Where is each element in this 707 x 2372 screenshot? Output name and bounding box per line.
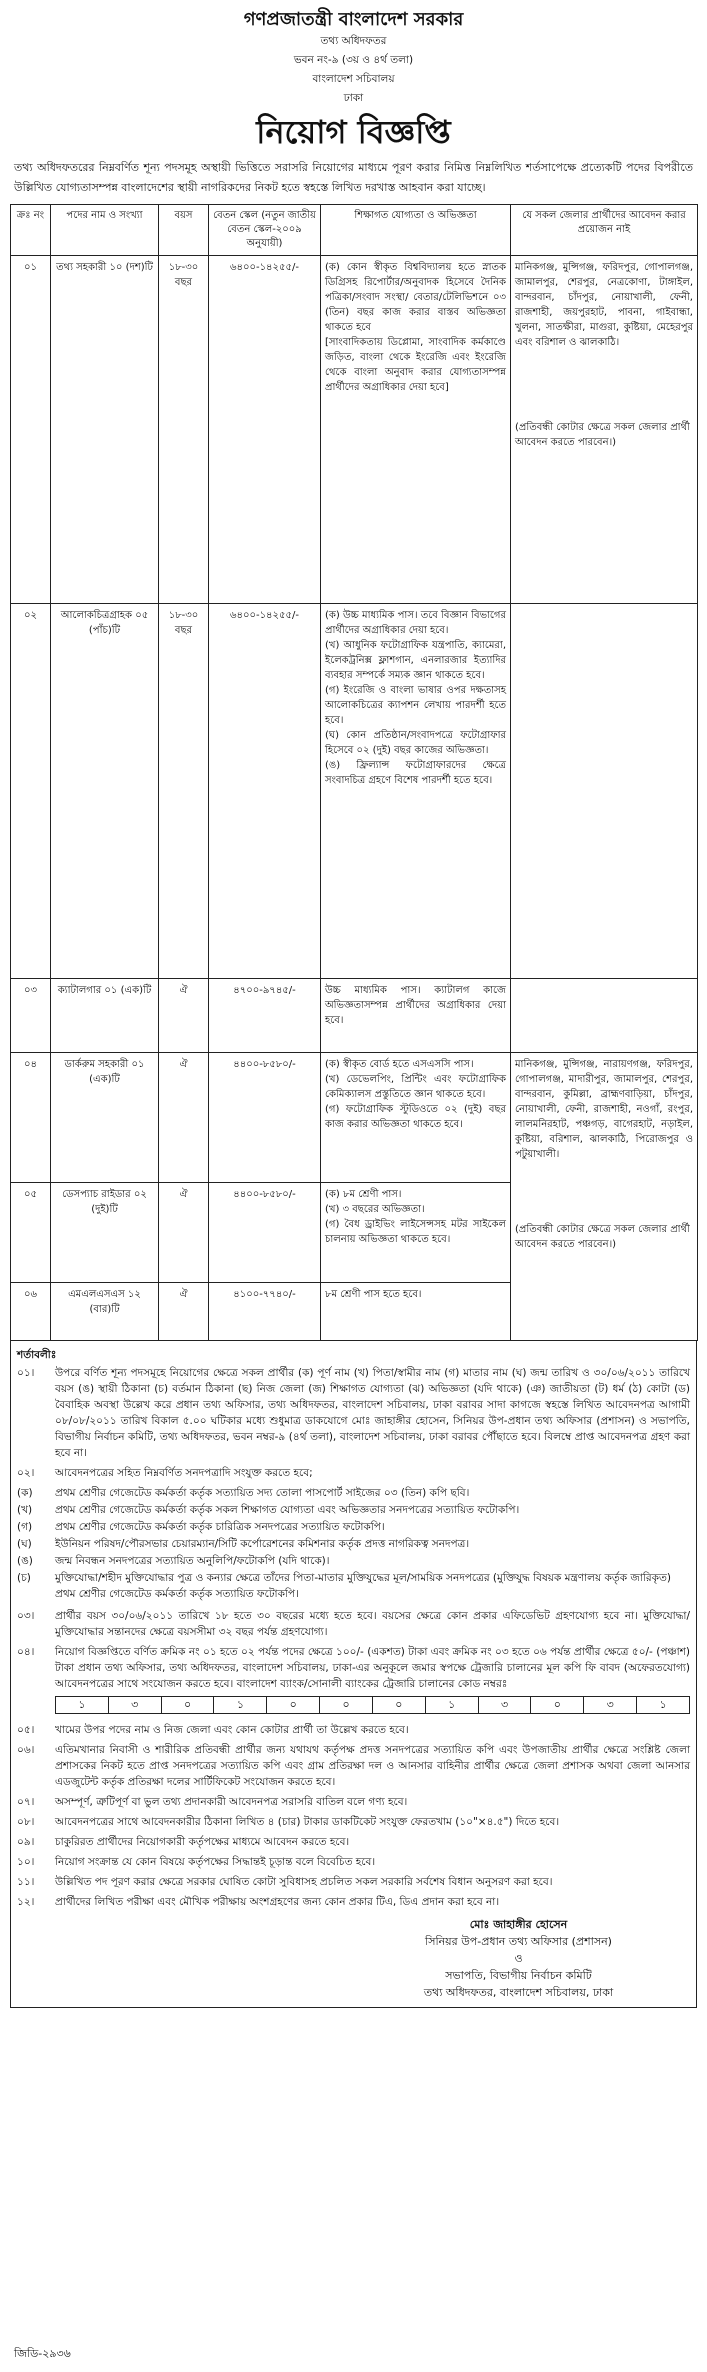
condition-item — [17, 1644, 690, 1692]
document-text: প্রথম শ্রেণীর গেজেটেড কর্মকর্তা কর্তৃক সত্যায়িত সদ্য তোলা পাসপোর্ট সাইজের ০৩ (তিন) কপি ছবি। — [55, 1487, 470, 1499]
condition-item — [17, 1465, 690, 1481]
posts-table — [10, 204, 698, 1341]
condition-item — [17, 1794, 690, 1810]
condition-text: অসম্পূর্ণ, ত্রুটিপূর্ণ বা ভুল তথ্য প্রদানকারী আবেদনপত্র সরাসরি বাতিল বলে গণ্য হবে। — [55, 1796, 408, 1808]
row-post: ক্যাটালগার ০১ (এক)টি — [51, 979, 159, 1053]
code-digit: ০ — [267, 1696, 320, 1714]
condition-number: ০২। — [17, 1467, 35, 1479]
qualification-line: উচ্চ মাধ্যমিক পাস। ক্যাটালগ কাজে অভিজ্ঞতাসম্পন্ন প্রার্থীদের অগ্রাধিকার দেয়া হবে। — [325, 985, 506, 1026]
signature-block — [347, 1916, 690, 2001]
row-districts — [511, 979, 698, 1053]
condition-item — [17, 1608, 690, 1640]
qualification-line: (খ) ডেভেলপিং, প্রিন্টিং এবং ফটোগ্রাফিক কেমিক্যালস প্রস্তুতিতে জ্ঞান থাকতে হবে। — [325, 1074, 506, 1100]
row-post: আলোকচিত্রগ্রাহক ০৫ (পাঁচ)টি — [51, 604, 159, 979]
qualification-line: (ক) উচ্চ মাধ্যমিক পাস। তবে বিজ্ঞান বিভাগের প্রার্থীদের অগ্রাধিকার দেয়া হবে। — [325, 610, 506, 636]
header-serial: ক্রঃ নং — [11, 205, 51, 256]
qualification-line: (ঘ) কোন প্রতিষ্ঠান/সংবাদপত্রে ফটোগ্রাফার হিসেবে ০২ (দুই) বছর কাজের অভিজ্ঞতা। — [325, 730, 506, 756]
condition-number: ১০। — [17, 1856, 35, 1868]
code-digit: ০ — [373, 1696, 426, 1714]
condition-item — [17, 1874, 690, 1890]
code-digit: ১ — [426, 1696, 479, 1714]
document-text: প্রথম শ্রেণীর গেজেটেড কর্মকর্তা কর্তৃক চারিত্রিক সনদপত্রের সত্যায়িত ফটোকপি। — [55, 1521, 385, 1533]
condition-number: ০৪। — [17, 1646, 35, 1658]
qualification-line: (ক) ৮ম শ্রেণী পাস। — [325, 1189, 402, 1200]
qualification-line: (গ) ফটোগ্রাফিক স্টুডিওতে ০২ (দুই) বছর কাজ করার অভিজ্ঞতা থাকতে হবে। — [325, 1104, 506, 1130]
row-serial: ০২ — [11, 604, 51, 979]
row-serial: ০৩ — [11, 979, 51, 1053]
qualification-line: (ঙ) ফ্রিল্যান্স ফটোগ্রাফারদের ক্ষেত্রে সংবাদচিত্র গ্রহণে বিশেষ পারদর্শী হতে হবে। — [325, 760, 506, 786]
code-digit: ৩ — [479, 1696, 532, 1714]
condition-item — [17, 1365, 690, 1461]
row-age: ঐ — [159, 1053, 209, 1183]
conditions-section — [10, 1341, 697, 2008]
document-text: প্রথম শ্রেণীর গেজেটেড কর্মকর্তা কর্তৃক সকল শিক্ষাগত যোগ্যতা এবং অভিজ্ঞতার সনদপত্রের সত্যায়িত ফটোকপি। — [55, 1504, 520, 1516]
intro-paragraph: তথ্য অধিদফতরের নিম্নবর্ণিত শূন্য পদসমূহ অস্থায়ী ভিত্তিতে সরাসরি নিয়োগের মাধ্যমে পূরণ করার নিমিত্ত নিম্নলিখিত শর্তসাপেক্ষে প্রত্যেকটি পদের বিপরীতে উল্লিখিত যোগ্যতাসম্পন্ন বাংলাদেশের স্থায়ী নাগরিকদের নিকট হতে স্বহস্তে লিখিত দরখাস্ত আহবান করা যাচ্ছে। — [14, 161, 693, 194]
notice-title: নিয়োগ বিজ্ঞপ্তি — [256, 113, 451, 151]
condition-text: চাকুরিরত প্রার্থীদের নিয়োগকারী কর্তৃপক্ষের মাধ্যমে আবেদন করতে হবে। — [55, 1836, 350, 1848]
table-row — [11, 256, 698, 604]
condition-text: আবেদনপত্রের সহিত নিম্নবর্ণিত সনদপত্রাদি সংযুক্ত করতে হবে; — [55, 1467, 313, 1479]
row-age: ১৮-৩০ বছর — [159, 604, 209, 979]
condition-text: প্রার্থীদের লিখিত পরীক্ষা এবং মৌখিক পরীক্ষায় অংশগ্রহণের জন্য কোন প্রকার টিএ, ডিএ প্রদান করা হবে না। — [55, 1896, 500, 1908]
condition-number: ০৬। — [17, 1744, 35, 1756]
qualification-line: (ক) স্বীকৃত বোর্ড হতে এসএসসি পাস। — [325, 1059, 474, 1070]
condition-text: আবেদনপত্রের সাথে আবেদনকারীর ঠিকানা লিখিত ৪ (চার) টাকার ডাকটিকেট সংযুক্ত ফেরতখাম (১০"×৪.৫") দিতে হবে। — [55, 1816, 560, 1828]
row-scale: ৪১০০-৭৭৪০/- — [209, 1283, 321, 1341]
treasury-code-boxes — [55, 1696, 690, 1714]
condition-number: ০৯। — [17, 1836, 35, 1848]
row-districts — [511, 604, 698, 979]
code-digit: ০ — [162, 1696, 215, 1714]
condition-number: ০৫। — [17, 1724, 35, 1736]
condition-item — [17, 1834, 690, 1850]
row-scale: ৬৪০০-১৪২৫৫/- — [209, 256, 321, 604]
conditions-title: শর্তাবলীঃ — [17, 1349, 57, 1361]
code-digit: ১ — [637, 1696, 690, 1714]
row-post: ডার্করুম সহকারী ০১ (এক)টি — [51, 1053, 159, 1183]
row-qualification — [321, 1183, 511, 1283]
notice-header — [10, 0, 697, 152]
condition-text: উপরে বর্ণিত শূন্য পদসমূহে নিয়োগের ক্ষেত্রে সকল প্রার্থীর (ক) পূর্ণ নাম (খ) পিতা/স্বামীর নাম (গ) মাতার নাম (ঘ) জন্ম তারিখ ও ৩০/০৬/২০১১ তারিখে বয়স (ঙ) স্থায়ী ঠিকানা (চ) বর্তমান ঠিকানা (ছ) নিজ জেলা (জ) শিক্ষাগত যোগ্যতা (ঝ) অভিজ্ঞতা (যদি থাকে) (ঞ) জাতীয়তা (ট) ধর্ম (ঠ) কোটা (ড) বৈবাহিক অবস্থা উল্লেখ করে প্রধান তথ্য অফিসার, তথ্য অধিদফতর, বাংলাদেশ সচিবালয়, ঢাকা বরাবর সাদা কাগজে স্বহস্তে লিখিত আবেদনপত্র আগামী ০৮/০৮/২০১১ তারিখ বিকাল ৫.০০ ঘটিকার মধ্যে শুধুমাত্র ডাকযোগে মোঃ জাহাঙ্গীর হোসেন, সিনিয়র উপ-প্রধান তথ্য অফিসার (প্রশাসন) ও সভাপতি, বিভাগীয় নির্বাচন কমিটি, তথ্য অধিদফতর, ভবন নম্বর-৯ (৪র্থ তলা), বাংলাদেশ সচিবালয়, ঢাকা বরাবর পৌঁছাতে হবে। বিলম্বে প্রাপ্ত আবেদনপত্র গ্রহণ করা হবে না। — [55, 1367, 690, 1459]
code-digit: ৩ — [109, 1696, 162, 1714]
row-qualification — [321, 1283, 511, 1341]
condition-text: নিয়োগ সংক্রান্ত যে কোন বিষয়ে কর্তৃপক্ষের সিদ্ধান্তই চূড়ান্ত বলে বিবেচিত হবে। — [55, 1856, 376, 1868]
row-qualification — [321, 256, 511, 604]
document-key: (ক) — [17, 1487, 33, 1499]
required-documents-list — [17, 1485, 690, 1602]
table-row — [11, 1053, 698, 1183]
condition-item — [17, 1722, 690, 1738]
condition-number: ১১। — [17, 1876, 35, 1888]
signatory-office: তথ্য অধিদফতর, বাংলাদেশ সচিবালয়, ঢাকা — [423, 1986, 614, 1999]
condition-item — [17, 1814, 690, 1830]
row-post: ডেসপ্যাচ রাইডার ০২ (দুই)টি — [51, 1183, 159, 1283]
qualification-line: (গ) ইংরেজি ও বাংলা ভাষার ওপর দক্ষতাসহ আলোকচিত্রের ক্যাপশন লেখায় পারদর্শী হতে হবে। — [325, 685, 506, 726]
code-digit: ৩ — [584, 1696, 637, 1714]
condition-item — [17, 1742, 690, 1790]
condition-text: উল্লিখিত পদ পূরণ করার ক্ষেত্রে সরকার ঘোষিত কোটা সুবিধাসহ প্রচলিত সকল সরকারি সর্বশেষ বিধান অনুসরণ করা হবে। — [55, 1876, 553, 1888]
row-scale: ৪৭০০-৯৭৪৫/- — [209, 979, 321, 1053]
row-serial: ০৪ — [11, 1053, 51, 1183]
row-age: ঐ — [159, 1283, 209, 1341]
disability-quota-note: (প্রতিবন্ধী কোটার ক্ষেত্রে সকল জেলার প্রার্থী আবেদন করতে পারবেন।) — [515, 1224, 690, 1250]
row-age: ঐ — [159, 979, 209, 1053]
row-scale: ৪৪০০-৮৫৮০/- — [209, 1053, 321, 1183]
district-list: মানিকগঞ্জ, মুন্সিগঞ্জ, ফরিদপুর, গোপালগঞ্জ, জামালপুর, শেরপুর, নেত্রকোণা, টাঙ্গাইল, বান্দরবান, চাঁদপুর, নোয়াখালী, ফেনী, রাজশাহী, জয়পুরহাট, পাবনা, গাইবান্ধা, খুলনা, সাতক্ষীরা, মাগুরা, কুষ্টিয়া, মেহেরপুর এবং বরিশাল ও ঝালকাঠি। — [515, 262, 693, 348]
qualification-line: [সাংবাদিকতায় ডিপ্লোমা, সাংবাদিক কর্মকাণ্ডে জড়িত, বাংলা থেকে ইংরেজি এবং ইংরেজি থেকে বাংলা অনুবাদ করার যোগ্যতাসম্পন্ন প্রার্থীদের অগ্রাধিকার দেয়া হবে] — [325, 337, 506, 393]
signatory-committee: সভাপতি, বিভাগীয় নির্বাচন কমিটি — [445, 1969, 592, 1982]
condition-text: খামের উপর পদের নাম ও নিজ জেলা এবং কোন কোটার প্রার্থী তা উল্লেখ করতে হবে। — [55, 1724, 409, 1736]
qualification-line: (খ) ৩ বছরের অভিজ্ঞতা। — [325, 1204, 425, 1215]
district-list: মানিকগঞ্জ, মুন্সিগঞ্জ, নারায়ণগঞ্জ, ফরিদপুর, গোপালগঞ্জ, মাদারীপুর, জামালপুর, শেরপুর, বান্দরবান, কুমিল্লা, ব্রাহ্মণবাড়িয়া, চাঁদপুর, নোয়াখালী, ফেনী, রাজশাহী, নওগাঁ, রংপুর, লালমনিরহাট, পঞ্চগড়, বাগেরহাট, নড়াইল, কুষ্টিয়া, বরিশাল, ঝালকাঠি, পিরোজপুর ও পটুয়াখালী। — [515, 1059, 693, 1160]
code-digit: ১ — [214, 1696, 267, 1714]
government-title: গণপ্রজাতন্ত্রী বাংলাদেশ সরকার — [243, 9, 464, 30]
code-digit: ১ — [55, 1696, 109, 1714]
row-serial: ০৬ — [11, 1283, 51, 1341]
document-text: মুক্তিযোদ্ধা/শহীদ মুক্তিযোদ্ধার পুত্র ও কন্যার ক্ষেত্রে তাঁদের পিতা-মাতার মুক্তিযুদ্ধের মূল/সাময়িক সনদপত্রের (মুক্তিযুদ্ধ বিষয়ক মন্ত্রণালয় কর্তৃক জারিকৃত) প্রথম শ্রেণীর গেজেটেড কর্মকর্তা কর্তৃক সত্যায়িত ফটোকপি। — [55, 1572, 671, 1600]
condition-number: ০৩। — [17, 1610, 35, 1622]
document-key: (গ) — [17, 1521, 33, 1533]
row-age: ১৮-৩০ বছর — [159, 256, 209, 604]
row-districts — [511, 256, 698, 604]
header-scale: বেতন স্কেল (নতুন জাতীয় বেতন স্কেল-২০০৯ অনুযায়ী) — [209, 205, 321, 256]
row-post: তথ্য সহকারী ১০ (দশ)টি — [51, 256, 159, 604]
signatory-name: মোঃ জাহাঙ্গীর হোসেন — [469, 1918, 568, 1931]
condition-text: এতিমখানার নিবাসী ও শারীরিক প্রতিবন্ধী প্রার্থীর জন্য যথাযথ কর্তৃপক্ষ প্রদত্ত সনদপত্রের সত্যায়িত কপি এবং উপজাতীয় প্রার্থীর ক্ষেত্রে সংশ্লিষ্ট জেলা প্রশাসকের নিকট হতে প্রাপ্ত সনদপত্রের সত্যায়িত কপি এবং গ্রাম প্রতিরক্ষা দল ও আনসার বাহিনীর প্রার্থীর ক্ষেত্রে জেলা প্রশাসক অথবা জেলা আনসার এডজুটেন্ট কর্তৃক প্রতিরক্ষা দলের সার্টিফিকেট সংযোজন করতে হবে। — [55, 1744, 690, 1788]
header-qualification: শিক্ষাগত যোগ্যতা ও অভিজ্ঞতা — [321, 205, 511, 256]
document-item — [17, 1519, 690, 1535]
building-address: ভবন নং-৯ (৩য় ও ৪র্থ তলা) — [293, 54, 414, 66]
condition-text: প্রার্থীর বয়স ৩০/০৬/২০১১ তারিখে ১৮ হতে ৩০ বছরের মধ্যে হতে হবে। বয়সের ক্ষেত্রে কোন প্রকার এফিডেভিট গ্রহণযোগ্য হবে না। মুক্তিযোদ্ধা/মুক্তিযোদ্ধার সন্তানদের ক্ষেত্রে বয়সসীমা ৩২ বছর পর্যন্ত গ্রহণযোগ্য। — [55, 1610, 690, 1638]
row-serial: ০১ — [11, 256, 51, 604]
signatory-and: ও — [514, 1952, 523, 1965]
document-item — [17, 1536, 690, 1552]
condition-number: ০৭। — [17, 1796, 35, 1808]
condition-number: ০১। — [17, 1367, 35, 1379]
header-post: পদের নাম ও সংখ্যা — [51, 205, 159, 256]
qualification-line: (খ) আধুনিক ফটোগ্রাফিক যন্ত্রপাতি, ক্যামেরা, ইলেকট্রনিক্স ফ্লাশগান, এনলারজার ইত্যাদির ব্যবহার সম্পর্কে সম্যক জ্ঞান থাকতে হবে। — [325, 640, 506, 681]
qualification-line: (ক) কোন স্বীকৃত বিশ্ববিদ্যালয় হতে স্নাতক ডিগ্রিসহ রিপোর্টার/অনুবাদক হিসেবে দৈনিক পত্রিকা/সংবাদ সংস্থা/ বেতার/টেলিভিশনে ০৩ (তিন) বছর কাজ করার বাস্তব অভিজ্ঞতা থাকতে হবে — [325, 262, 506, 333]
qualification-line: (গ) বৈধ ড্রাইভিং লাইসেন্সসহ মটর সাইকেল চালনায় অভিজ্ঞতা থাকতে হবে। — [325, 1219, 506, 1245]
qualification-line: ৮ম শ্রেণী পাস হতে হবে। — [325, 1289, 422, 1300]
signatory-designation: সিনিয়র উপ-প্রধান তথ্য অফিসার (প্রশাসন) — [425, 1935, 612, 1948]
document-item — [17, 1485, 690, 1501]
disability-quota-note: (প্রতিবন্ধী কোটার ক্ষেত্রে সকল জেলার প্রার্থী আবেদন করতে পারবেন।) — [515, 422, 690, 448]
header-districts: যে সকল জেলার প্রার্থীদের আবেদন করার প্রয়োজন নাই — [511, 205, 698, 256]
row-districts — [511, 1053, 698, 1341]
document-item — [17, 1570, 690, 1602]
condition-number: ১২। — [17, 1896, 35, 1908]
condition-item — [17, 1854, 690, 1870]
table-row — [11, 604, 698, 979]
document-item — [17, 1553, 690, 1569]
document-key: (ঘ) — [17, 1538, 32, 1550]
code-digit: ০ — [320, 1696, 373, 1714]
condition-item — [17, 1894, 690, 1910]
table-row — [11, 979, 698, 1053]
table-header-row — [11, 205, 698, 256]
row-serial: ০৫ — [11, 1183, 51, 1283]
row-qualification — [321, 979, 511, 1053]
document-text: জন্ম নিবন্ধন সনদপত্রের সত্যায়িত অনুলিপি/ফটোকপি (যদি থাকে)। — [55, 1555, 330, 1567]
gd-reference-code: জিডি-২৯৩৬ — [14, 2347, 71, 2360]
secretariat-name: বাংলাদেশ সচিবালয় — [312, 73, 395, 85]
condition-text: নিয়োগ বিজ্ঞপ্তিতে বর্ণিত ক্রমিক নং ০১ হতে ০২ পর্যন্ত পদের ক্ষেত্রে ১০০/- (একশত) টাকা এবং ক্রমিক নং ০৩ হতে ০৬ পর্যন্ত প্রার্থীর ক্ষেত্রে ৫০/- (পঞ্চাশ) টাকা প্রধান তথ্য অফিসার, তথ্য অধিদফতর, বাংলাদেশ সচিবালয়, ঢাকা-এর অনুকূলে জমার স্বপক্ষে ট্রেজারি চালানের মূল কপি ফি বাবদ (অফেরতযোগ্য) আবেদনপত্রের সাথে সংযোজন করতে হবে। বাংলাদেশ ব্যাংক/সোনালী ব্যাংকের ট্রেজারি চালানের কোড নম্বরঃ — [55, 1646, 690, 1690]
header-age: বয়স — [159, 205, 209, 256]
document-key: (খ) — [17, 1504, 33, 1516]
document-key: (ঙ) — [17, 1555, 33, 1567]
row-age: ঐ — [159, 1183, 209, 1283]
document-item — [17, 1502, 690, 1518]
row-post: এমএলএসএস ১২ (বার)টি — [51, 1283, 159, 1341]
department-name: তথ্য অধিদফতর — [320, 35, 387, 47]
row-scale: ৪৪০০-৮৫৮০/- — [209, 1183, 321, 1283]
code-digit: ০ — [531, 1696, 584, 1714]
row-scale: ৬৪০০-১৪২৫৫/- — [209, 604, 321, 979]
document-text: ইউনিয়ন পরিষদ/পৌরসভার চেয়ারম্যান/সিটি কর্পোরেশনের কমিশনার কর্তৃক প্রদত্ত নাগরিকত্ব সনদপত্র। — [55, 1538, 470, 1550]
city-name: ঢাকা — [343, 92, 364, 104]
row-qualification — [321, 1053, 511, 1183]
row-qualification — [321, 604, 511, 979]
condition-number: ০৮। — [17, 1816, 35, 1828]
document-key: (চ) — [17, 1572, 31, 1584]
